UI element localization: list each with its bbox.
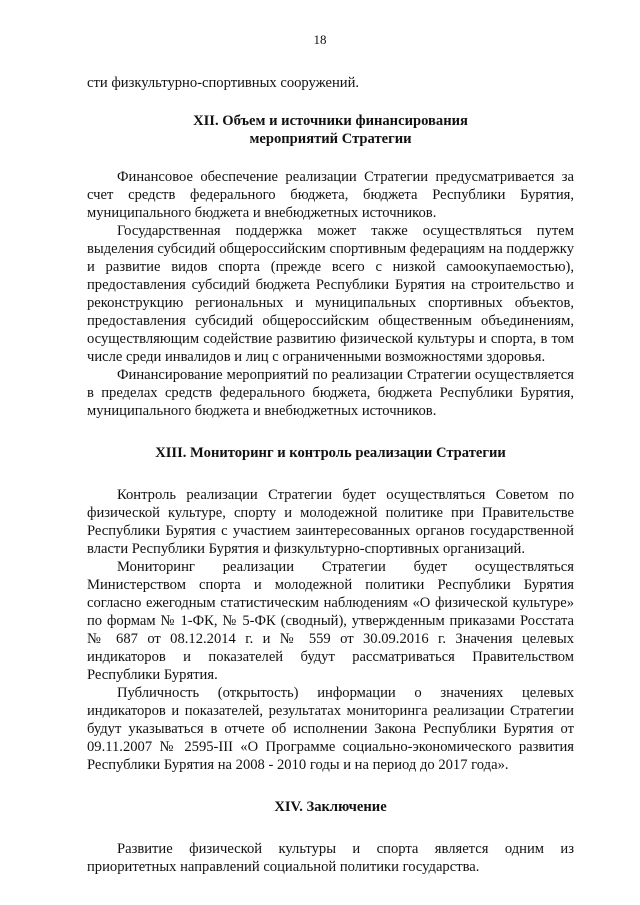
section-14-heading: XIV. Заключение [274, 799, 387, 815]
paragraph: Мониторинг реализации Стратегии будет осуществляться Министерством спорта и молодежной политики Республики Бурятия согласно ежегодным статистическим наблюдениям «О физической культуре» по формам № 1-ФК, № 5-ФК (сводный), утвержденным приказами Росстата № 687 от 08.12.2014 г. и № 559 от 30.09.2016 г. Значения целевых индикаторов и показателей будут рассматриваться Правительством Республики Бурятия. [87, 559, 574, 683]
paragraph: Финансирование мероприятий по реализации Стратегии осуществляется в пределах средств федерального бюджета, бюджета Республики Бурятия, муниципального бюджета и внебюджетных источников. [87, 367, 574, 419]
section-13-heading: XIII. Мониторинг и контроль реализации Стратегии [155, 445, 506, 461]
paragraph: Государственная поддержка может также осуществляться путем выделения субсидий общероссийским спортивным федерациям на поддержку и развитие видов спорта (прежде всего с низкой самоокупаемостью), предоставления субсидий бюджета Республики Бурятия на строительство и реконструкцию региональных и муниципальных спортивных объектов, предоставления субсидий общероссийским общественным объединениям, осуществляющим содействие развитию физической культуры и спорта, в том числе среди инвалидов и лиц с ограниченными возможностями здоровья. [87, 223, 574, 365]
paragraph: Контроль реализации Стратегии будет осуществляться Советом по физической культуре, спорту и молодежной политике при Правительстве Республики Бурятия с участием заинтересованных органов государственной власти Республики Бурятия и физкультурно-спортивных организаций. [87, 487, 574, 557]
section-12-heading-line1: XII. Объем и источники финансирования [193, 113, 468, 129]
paragraph: Публичность (открытость) информации о значениях целевых индикаторов и показателей, результатах мониторинга реализации Стратегии будут указываться в отчете об исполнении Закона Республики Бурятия от 09.11.2007 № 2595-III «О Программе социально-экономического развития Республики Бурятия на 2008 - 2010 годы и на период до 2017 года». [87, 685, 574, 773]
section-12-heading-line2: мероприятий Стратегии [249, 131, 412, 147]
page-number: 18 [313, 32, 327, 47]
section-12-heading [87, 112, 574, 148]
paragraph: Финансовое обеспечение реализации Стратегии предусматривается за счет средств федерального бюджета, бюджета Республики Бурятия, муниципального бюджета и внебюджетных источников. [87, 169, 574, 221]
document-body [87, 74, 574, 876]
intro-fragment: сти физкультурно-спортивных сооружений. [87, 75, 360, 91]
paragraph: Развитие физической культуры и спорта является одним из приоритетных направлений социальной политики государства. [87, 841, 574, 875]
